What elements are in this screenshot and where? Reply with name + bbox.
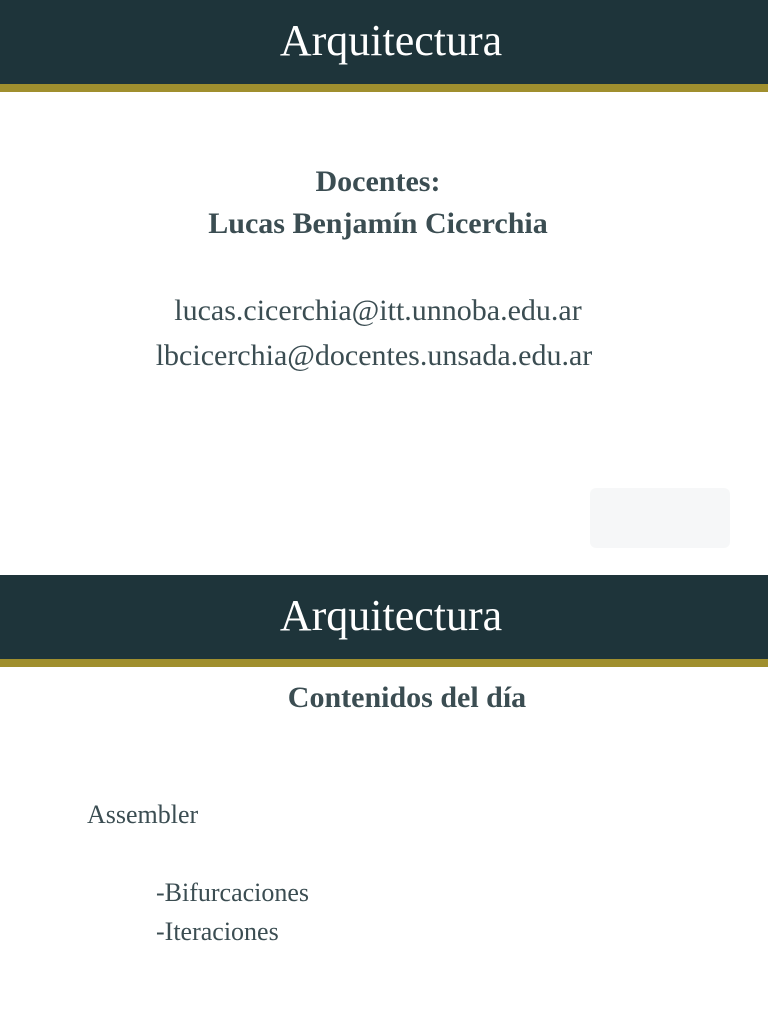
email-unnoba: lucas.cicerchia@itt.unnoba.edu.ar [174,294,582,327]
slide-2-accent-rule [0,659,768,667]
docente-name: Lucas Benjamín Cicerchia [208,207,548,240]
slide-2-title: Arquitectura [279,591,503,640]
slide-2-header [0,575,768,659]
topic-assembler: Assembler [87,800,199,829]
slide-1-accent-rule [0,84,768,92]
docentes-label: Docentes: [315,165,441,198]
subtopic-bifurcaciones: -Bifurcaciones [156,878,310,907]
contents-heading: Contenidos del día [287,681,527,714]
faded-logo-watermark [580,478,740,558]
email-unsada: lbcicerchia@docentes.unsada.edu.ar [155,339,593,372]
slide-2 [0,575,768,1024]
slide-1-header [0,0,768,84]
subtopic-iteraciones: -Iteraciones [156,917,279,946]
slide-1-title: Arquitectura [279,16,503,65]
